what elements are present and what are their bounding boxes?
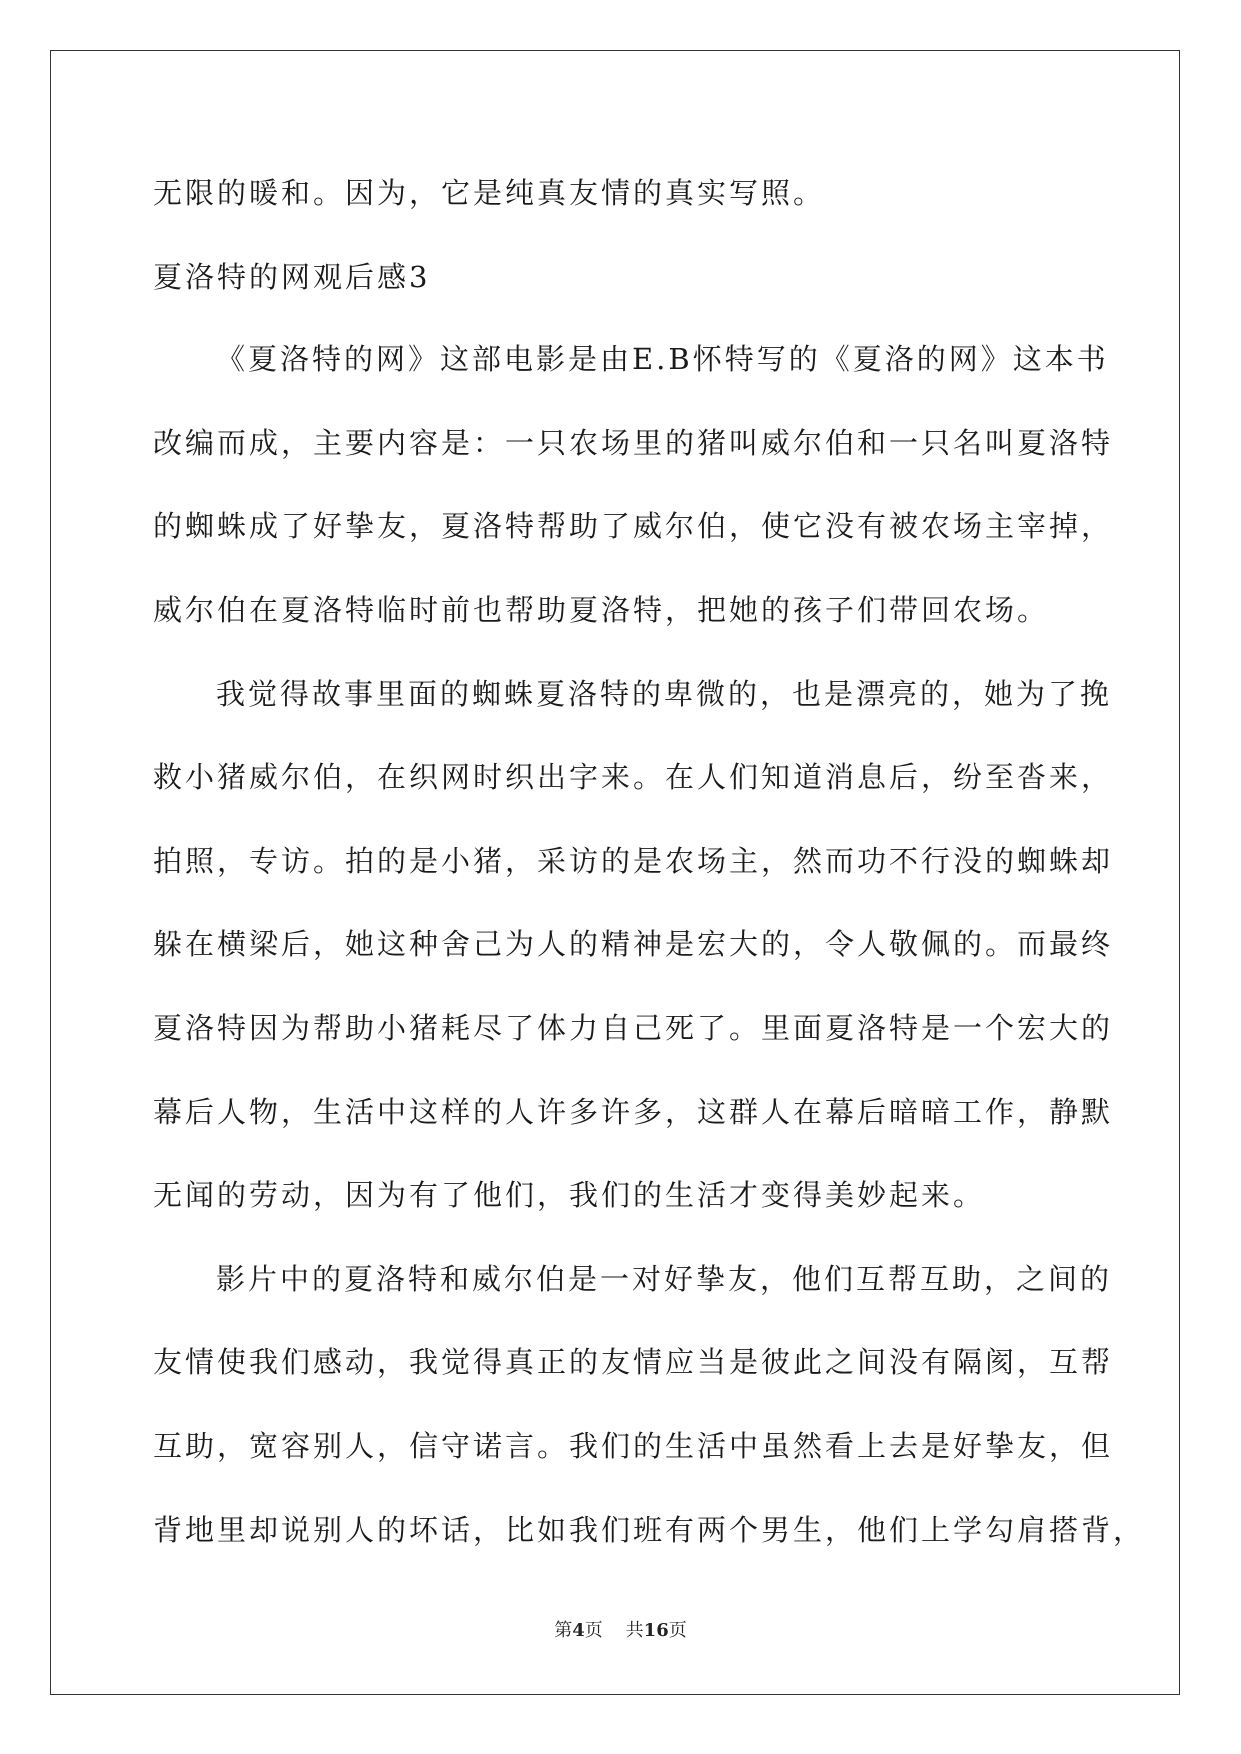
- paragraph-line: 夏洛特因为帮助小猪耗尽了体力自己死了。里面夏洛特是一个宏大的: [153, 1011, 1114, 1045]
- paragraph-line: 幕后人物，生活中这样的人许多许多，这群人在幕后暗暗工作，静默: [153, 1095, 1114, 1129]
- paragraph-line: 影片中的夏洛特和威尔伯是一对好挚友，他们互帮互助，之间的: [216, 1262, 1113, 1296]
- paragraph-line: 改编而成，主要内容是：一只农场里的猪叫威尔伯和一只名叫夏洛特: [153, 426, 1114, 460]
- paragraph-line: 救小猪威尔伯，在织网时织出字来。在人们知道消息后，纷至沓来，: [153, 760, 1114, 794]
- paragraph-line: 无闻的劳动，因为有了他们，我们的生活才变得美妙起来。: [153, 1178, 986, 1212]
- paragraph-line: 躲在横梁后，她这种舍己为人的精神是宏大的，令人敬佩的。而最终: [153, 927, 1114, 961]
- paragraph-line: 友情使我们感动，我觉得真正的友情应当是彼此之间没有隔阂，互帮: [153, 1345, 1114, 1379]
- footer-prefix: 第: [554, 1620, 573, 1641]
- total-pages: 16: [643, 1620, 669, 1641]
- footer-total-prefix: 共: [625, 1620, 644, 1641]
- paragraph-line: 威尔伯在夏洛特临时前也帮助夏洛特，把她的孩子们带回农场。: [153, 593, 1050, 627]
- paragraph-line: 的蜘蛛成了好挚友，夏洛特帮助了威尔伯，使它没有被农场主宰掉，: [153, 509, 1114, 543]
- paragraph-line: 拍照，专访。拍的是小猪，采访的是农场主，然而功不行没的蜘蛛却: [153, 844, 1114, 878]
- paragraph-line: 背地里却说别人的坏话，比如我们班有两个男生，他们上学勾肩搭背，: [153, 1513, 1146, 1547]
- footer-total-suffix: 页: [668, 1620, 687, 1641]
- text-line: 无限的暖和。因为，它是纯真友情的真实写照。: [153, 176, 826, 210]
- paragraph-line: 互助，宽容别人，信守诺言。我们的生活中虽然看上去是好挚友，但: [153, 1429, 1114, 1463]
- page-footer: [0, 1616, 1241, 1642]
- paragraph-line: 我觉得故事里面的蜘蛛夏洛特的卑微的，也是漂亮的，她为了挽: [216, 677, 1113, 711]
- footer-page-suffix: 页: [584, 1620, 603, 1641]
- section-heading: 夏洛特的网观后感3: [153, 260, 431, 294]
- page-number: 4: [572, 1620, 585, 1641]
- paragraph-line: 《夏洛特的网》这部电影是由E.B怀特写的《夏洛的网》这本书: [216, 342, 1109, 376]
